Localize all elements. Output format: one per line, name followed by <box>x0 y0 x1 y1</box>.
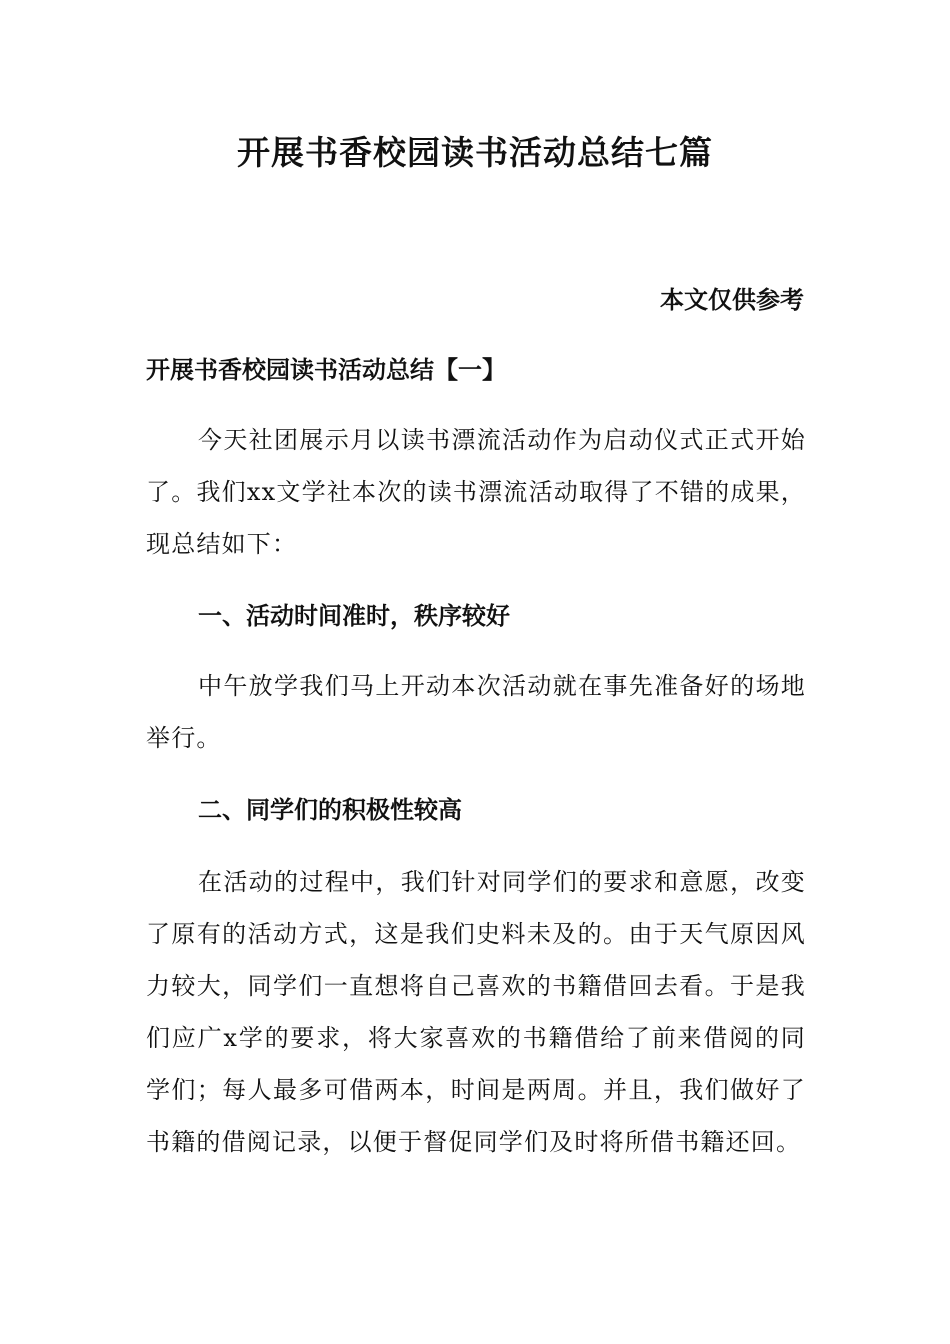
section-heading: 开展书香校园读书活动总结【一】 <box>146 355 506 384</box>
paragraph-2: 在活动的过程中，我们针对同学们的要求和意愿，改变了原有的活动方式，这是我们史料未及的。由于天气原因风力较大，同学们一直想将自己喜欢的书籍借回去看。于是我们应广x学的要求，将大家喜欢的书籍借给了前来借阅的同学们；每人最多可借两本，时间是两周。并且，我们做好了书籍的借阅记录，以便于督促同学们及时将所借书籍还回。 <box>146 868 806 1156</box>
sub-heading-2: 二、同学们的积极性较高 <box>198 795 462 824</box>
paragraph-1: 中午放学我们马上开动本次活动就在事先准备好的场地举行。 <box>146 672 806 752</box>
document-title: 开展书香校园读书活动总结七篇 <box>237 133 713 172</box>
paragraph-intro: 今天社团展示月以读书漂流活动作为启动仪式正式开始了。我们xx文学社本次的读书漂流活动取得了不错的成果，现总结如下： <box>146 426 806 558</box>
sub-heading-1: 一、活动时间准时，秩序较好 <box>198 601 510 630</box>
reference-note: 本文仅供参考 <box>660 285 804 314</box>
